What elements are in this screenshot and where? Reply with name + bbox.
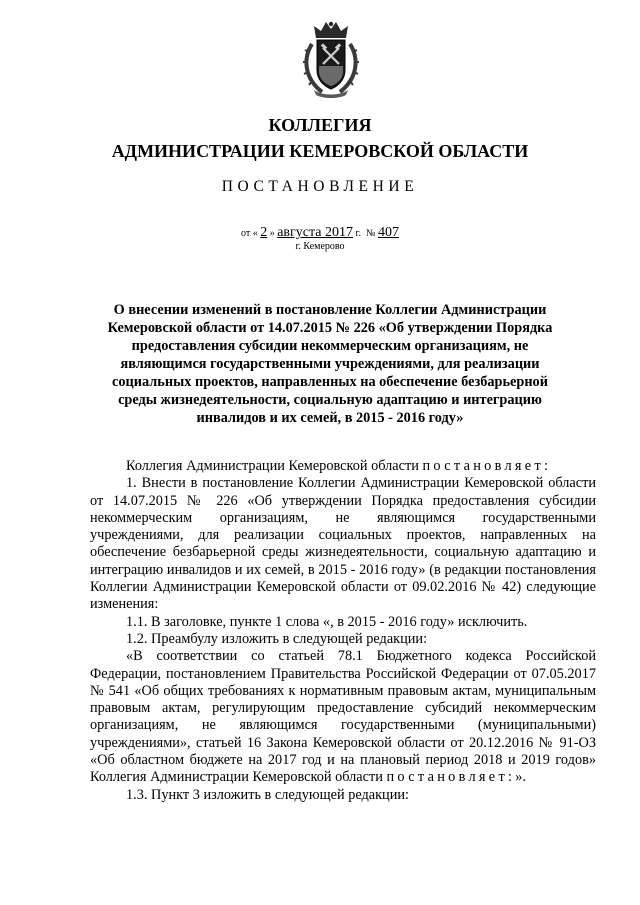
date-month-year: августа 2017 bbox=[277, 225, 353, 240]
paragraph-1: 1. Внести в постановление Коллегии Администрации Кемеровской области от 14.07.2015 № 226 «Об утверждении Порядка предоставления субсидии некоммерческим организациям, не являющимся государственными учреждениями, для реализации социальных проектов, направленных на обеспечение безбарьерной среды жизнедеятельности, социальную адаптацию и интеграцию инвалидов и их семей, в 2015 - 2016 году» (в редакции постановления Коллегии Администрации Кемеровской области от 09.02.2016 № 42) следующие изменения: bbox=[90, 475, 596, 613]
paragraph-1-1: 1.1. В заголовке, пункте 1 слова «, в 2015 - 2016 году» исключить. bbox=[126, 613, 528, 630]
kemerovo-coat-of-arms-icon bbox=[300, 18, 362, 100]
date-suffix: г. bbox=[355, 228, 361, 239]
paragraph-1-3: 1.3. Пункт 3 изложить в следующей редакции: bbox=[126, 786, 409, 803]
date-prefix: от « bbox=[240, 228, 258, 239]
organization-name-line2: АДМИНИСТРАЦИИ КЕМЕРОВСКОЙ ОБЛАСТИ bbox=[111, 141, 529, 161]
organization-name-line1: КОЛЛЕГИЯ bbox=[268, 115, 372, 135]
paragraph-1-2: 1.2. Преамбулу изложить в следующей редакции: bbox=[126, 630, 428, 647]
document-number: 407 bbox=[378, 225, 400, 240]
document-body bbox=[90, 458, 596, 804]
document-type: ПОСТАНОВЛЕНИЕ bbox=[221, 178, 419, 195]
date-day: 2 bbox=[260, 225, 268, 240]
document-city: г. Кемерово bbox=[295, 241, 345, 252]
date-separator: » bbox=[269, 228, 275, 239]
document-title: О внесении изменений в постановление Коллегии Администрации Кемеровской области от 14.07.2015 № 226 «Об утверждении Порядка предоставления субсидии некоммерческим организациям, не являющимся государственными учреждениями, для реализации социальных проектов, направленных на обеспечение безбарьерной среды жизнедеятельности, социальную адаптацию и интеграцию инвалидов и их семей, в 2015 - 2016 году» bbox=[107, 302, 553, 426]
number-prefix: № bbox=[365, 228, 376, 239]
intro-paragraph: Коллегия Администрации Кемеровской области постановляет: bbox=[126, 458, 552, 474]
quoted-preamble: «В соответствии со статьей 78.1 Бюджетного кодекса Российской Федерации, постановлением Правительства Российской Федерации от 07.05.2017 № 541 «Об общих требованиях к нормативным правовым актам, муниципальным правовым актам, регулирующим предоставление субсидий некоммерческим организациям, не являющимся государственными (муниципальными) учреждениями», статьей 16 Закона Кемеровской области от 20.12.2016 № 91-ОЗ «Об областном бюджете на 2017 год и на плановый период 2018 и 2019 годов» Коллегия Администрации Кемеровской области постановляет:». bbox=[90, 648, 596, 786]
